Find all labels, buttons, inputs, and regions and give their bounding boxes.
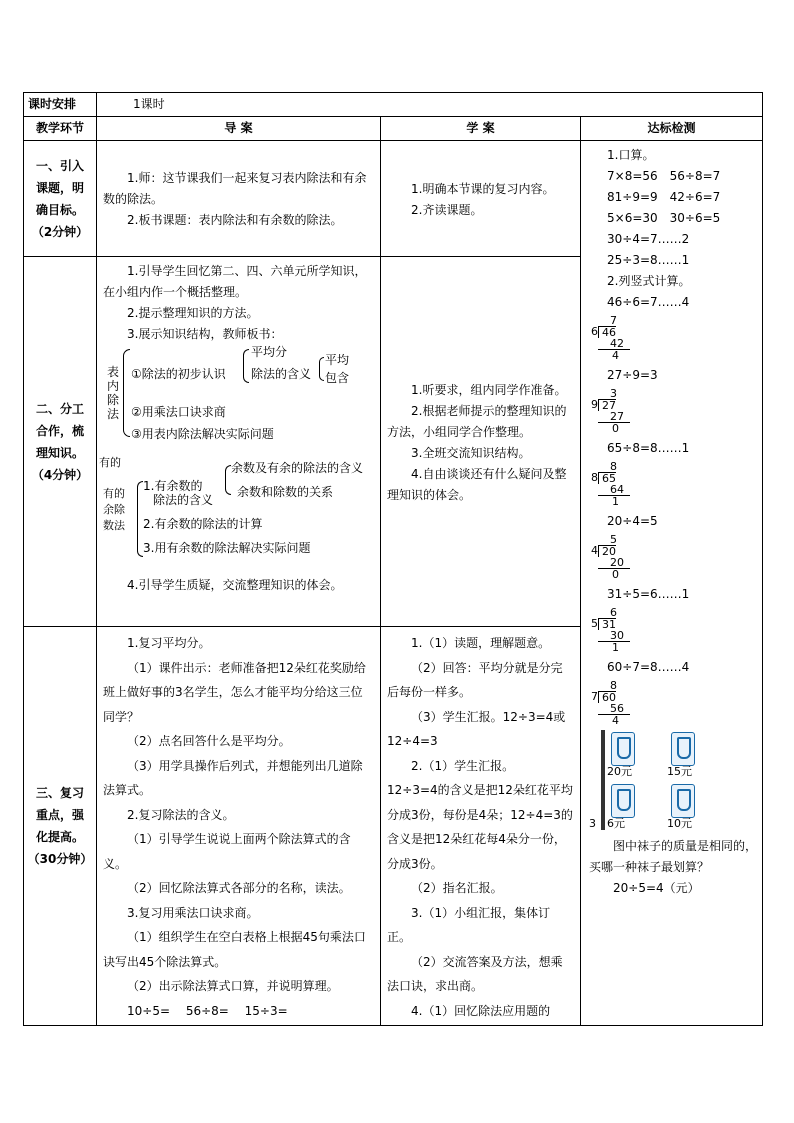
remainder: 4	[612, 349, 619, 362]
price-2: 15元	[667, 765, 692, 778]
long-division	[591, 315, 758, 361]
divisor: 8	[591, 471, 598, 484]
guide-3: 1.复习平均分。 （1）课件出示：老师准备把12朵红花奖励给班上做好事的3名学生，怎么才能平均分给这三位同学？ （2）点名回答什么是平均分。 （3）用学具操作后列式，并想能列出几道除法算式。 2.复习除法的含义。 （1）引导学生说说上面两个除法算式的含义。 （2）回忆除法算式各部分的名称，读法。 3.复习用乘法口诀求商。 （1）组织学生在空白表格上根据45句乘法口诀写出45个除法算式。 （2）出示除法算式口算，并说明算理。 10÷5= 56÷8= 15÷3=	[97, 627, 381, 1026]
divisor: 9	[591, 398, 598, 411]
sock-picture	[589, 730, 758, 836]
study-1: 1.明确本节课的复习内容。 2.齐读课题。	[381, 141, 581, 257]
dividend: 20	[598, 545, 616, 557]
header-guide: 导 案	[97, 117, 381, 141]
long-division	[591, 607, 758, 653]
remainder-structure: 有的 余除 数法 1.有余数的 除法的含义 2.有余数的除法的计算 3.用有余数的除法解决实际问题 余数及有余的除法的含义 余数和除数的关系	[103, 461, 364, 555]
stage-3: 三、复习 重点，强 化提高。 （30分钟）	[24, 627, 97, 1026]
long-division	[591, 388, 758, 434]
study-2: 1.听要求，组内同学作准备。 2.根据老师提示的整理知识的方法，小组同学合作整理。 3.全班交流知识结构。 4.自由谈谈还有什么疑问及整理知识的体会。	[381, 257, 581, 627]
vertical-equation: 27÷9=3	[607, 368, 658, 382]
knowledge-structure: 表 内 除 法 ①除法的初步认识 ②用乘法口诀求商 ③用表内除法解决实际问题 平均分 除法的含义 平均 包含 有的	[99, 345, 350, 469]
price-1: 20元	[607, 765, 632, 778]
long-division	[591, 680, 758, 726]
check-column: 1.口算。 7×8=56 56÷8=7 81÷9=9 42÷6=7 5×6=30 30÷6=5 30÷4=7……2 25÷3=8……1 2.列竖式计算。 46÷6=7……4 6 7 46 42 4 27÷9=3 9 3 27 27 0 65÷8=8……1 8 8 65 64 1 20÷4=5 4 5 20 20 0 31÷5=6……1 5 6 31 30 1 60÷7=8……4 7 8 60 56 4 20元 15元 3 6元 10元 图中袜子的质量是相同的，买哪一种袜子最划算？ 20÷5=4（元）	[581, 141, 763, 1026]
dividend: 31	[598, 618, 616, 630]
header-study: 学 案	[381, 117, 581, 141]
quotient: 6	[610, 606, 617, 619]
stage-1: 一、引入 课题，明 确目标。 （2分钟）	[24, 141, 97, 257]
product: 30	[598, 630, 630, 642]
dividend: 27	[598, 399, 616, 411]
product: 64	[598, 484, 630, 496]
remainder: 1	[612, 641, 619, 654]
long-division	[591, 534, 758, 580]
divisor: 5	[591, 617, 598, 630]
schedule-value: 1课时	[97, 93, 763, 117]
vertical-equation: 20÷4=5	[607, 514, 658, 528]
sock-icon	[611, 784, 635, 818]
quotient: 7	[610, 314, 617, 327]
divisor: 7	[591, 690, 598, 703]
vertical-equation: 60÷7=8……4	[607, 660, 690, 674]
schedule-label: 课时安排	[24, 93, 97, 117]
lesson-plan-table	[23, 92, 763, 1026]
remainder: 0	[612, 568, 619, 581]
long-division	[591, 461, 758, 507]
vertical-equation: 46÷6=7……4	[607, 295, 690, 309]
guide-2: 1.引导学生回忆第二、四、六单元所学知识，在小组内作一个概括整理。 2.提示整理知识的方法。 3.展示知识结构，教师板书： 表 内 除 法 ①除法的初步认识 ②用乘法口诀求商 ③用表内除法解决实际问题 平均分 除法的含义 平均 包含 有的 有的 余除 数法 1.有余数的 除法的含义 2.有余数的除法的计算 3.用有余数的除法解决实际问题 余数及有余的除法的含义 余数和除数的关系 4.引导学生质疑，交流整理知识的体会。	[97, 257, 381, 627]
quotient: 8	[610, 679, 617, 692]
quotient: 3	[610, 387, 617, 400]
study-3: 1.（1）读题，理解题意。 （2）回答：平均分就是分完后每份一样多。 （3）学生汇报。12÷3=4或12÷4=3 2.（1）学生汇报。 12÷3=4的含义是把12朵红花平均分成3份，每份是4朵；12÷4=3的含义是把12朵红花每4朵分一份，分成3份。 （2）指名汇报。 3.（1）小组汇报，集体订正。 （2）交流答案及方法，想乘法口诀，求出商。 4.（1）回忆除法应用题的	[381, 627, 581, 1026]
price-3: 6元	[607, 817, 625, 830]
remainder: 4	[612, 714, 619, 727]
vertical-equation: 31÷5=6……1	[607, 587, 690, 601]
price-4: 10元	[667, 817, 692, 830]
remainder: 1	[612, 495, 619, 508]
sock-question: 图中袜子的质量是相同的，买哪一种袜子最划算？	[589, 839, 758, 874]
header-stage: 教学环节	[24, 117, 97, 141]
bar-graphic	[601, 730, 605, 830]
dividend: 60	[598, 691, 616, 703]
sock-icon	[611, 732, 635, 766]
sock-icon	[671, 784, 695, 818]
stage-2: 二、分工 合作，梳 理知识。 （4分钟）	[24, 257, 97, 627]
header-check: 达标检测	[581, 117, 763, 141]
remainder: 0	[612, 422, 619, 435]
quotient: 8	[610, 460, 617, 473]
divisor: 6	[591, 325, 598, 338]
dividend: 65	[598, 472, 616, 484]
sock-answer: 20÷5=4（元）	[613, 881, 700, 895]
divisor: 4	[591, 544, 598, 557]
quotient: 5	[610, 533, 617, 546]
vertical-equation: 65÷8=8……1	[607, 441, 690, 455]
product: 42	[598, 338, 630, 350]
product: 56	[598, 703, 630, 715]
sock-icon	[671, 732, 695, 766]
guide-1: 1.师：这节课我们一起来复习表内除法和有余数的除法。 2.板书课题：表内除法和有余数的除法。	[97, 141, 381, 257]
product: 27	[598, 411, 630, 423]
dividend: 46	[598, 326, 616, 338]
product: 20	[598, 557, 630, 569]
num-3: 3	[589, 817, 596, 830]
